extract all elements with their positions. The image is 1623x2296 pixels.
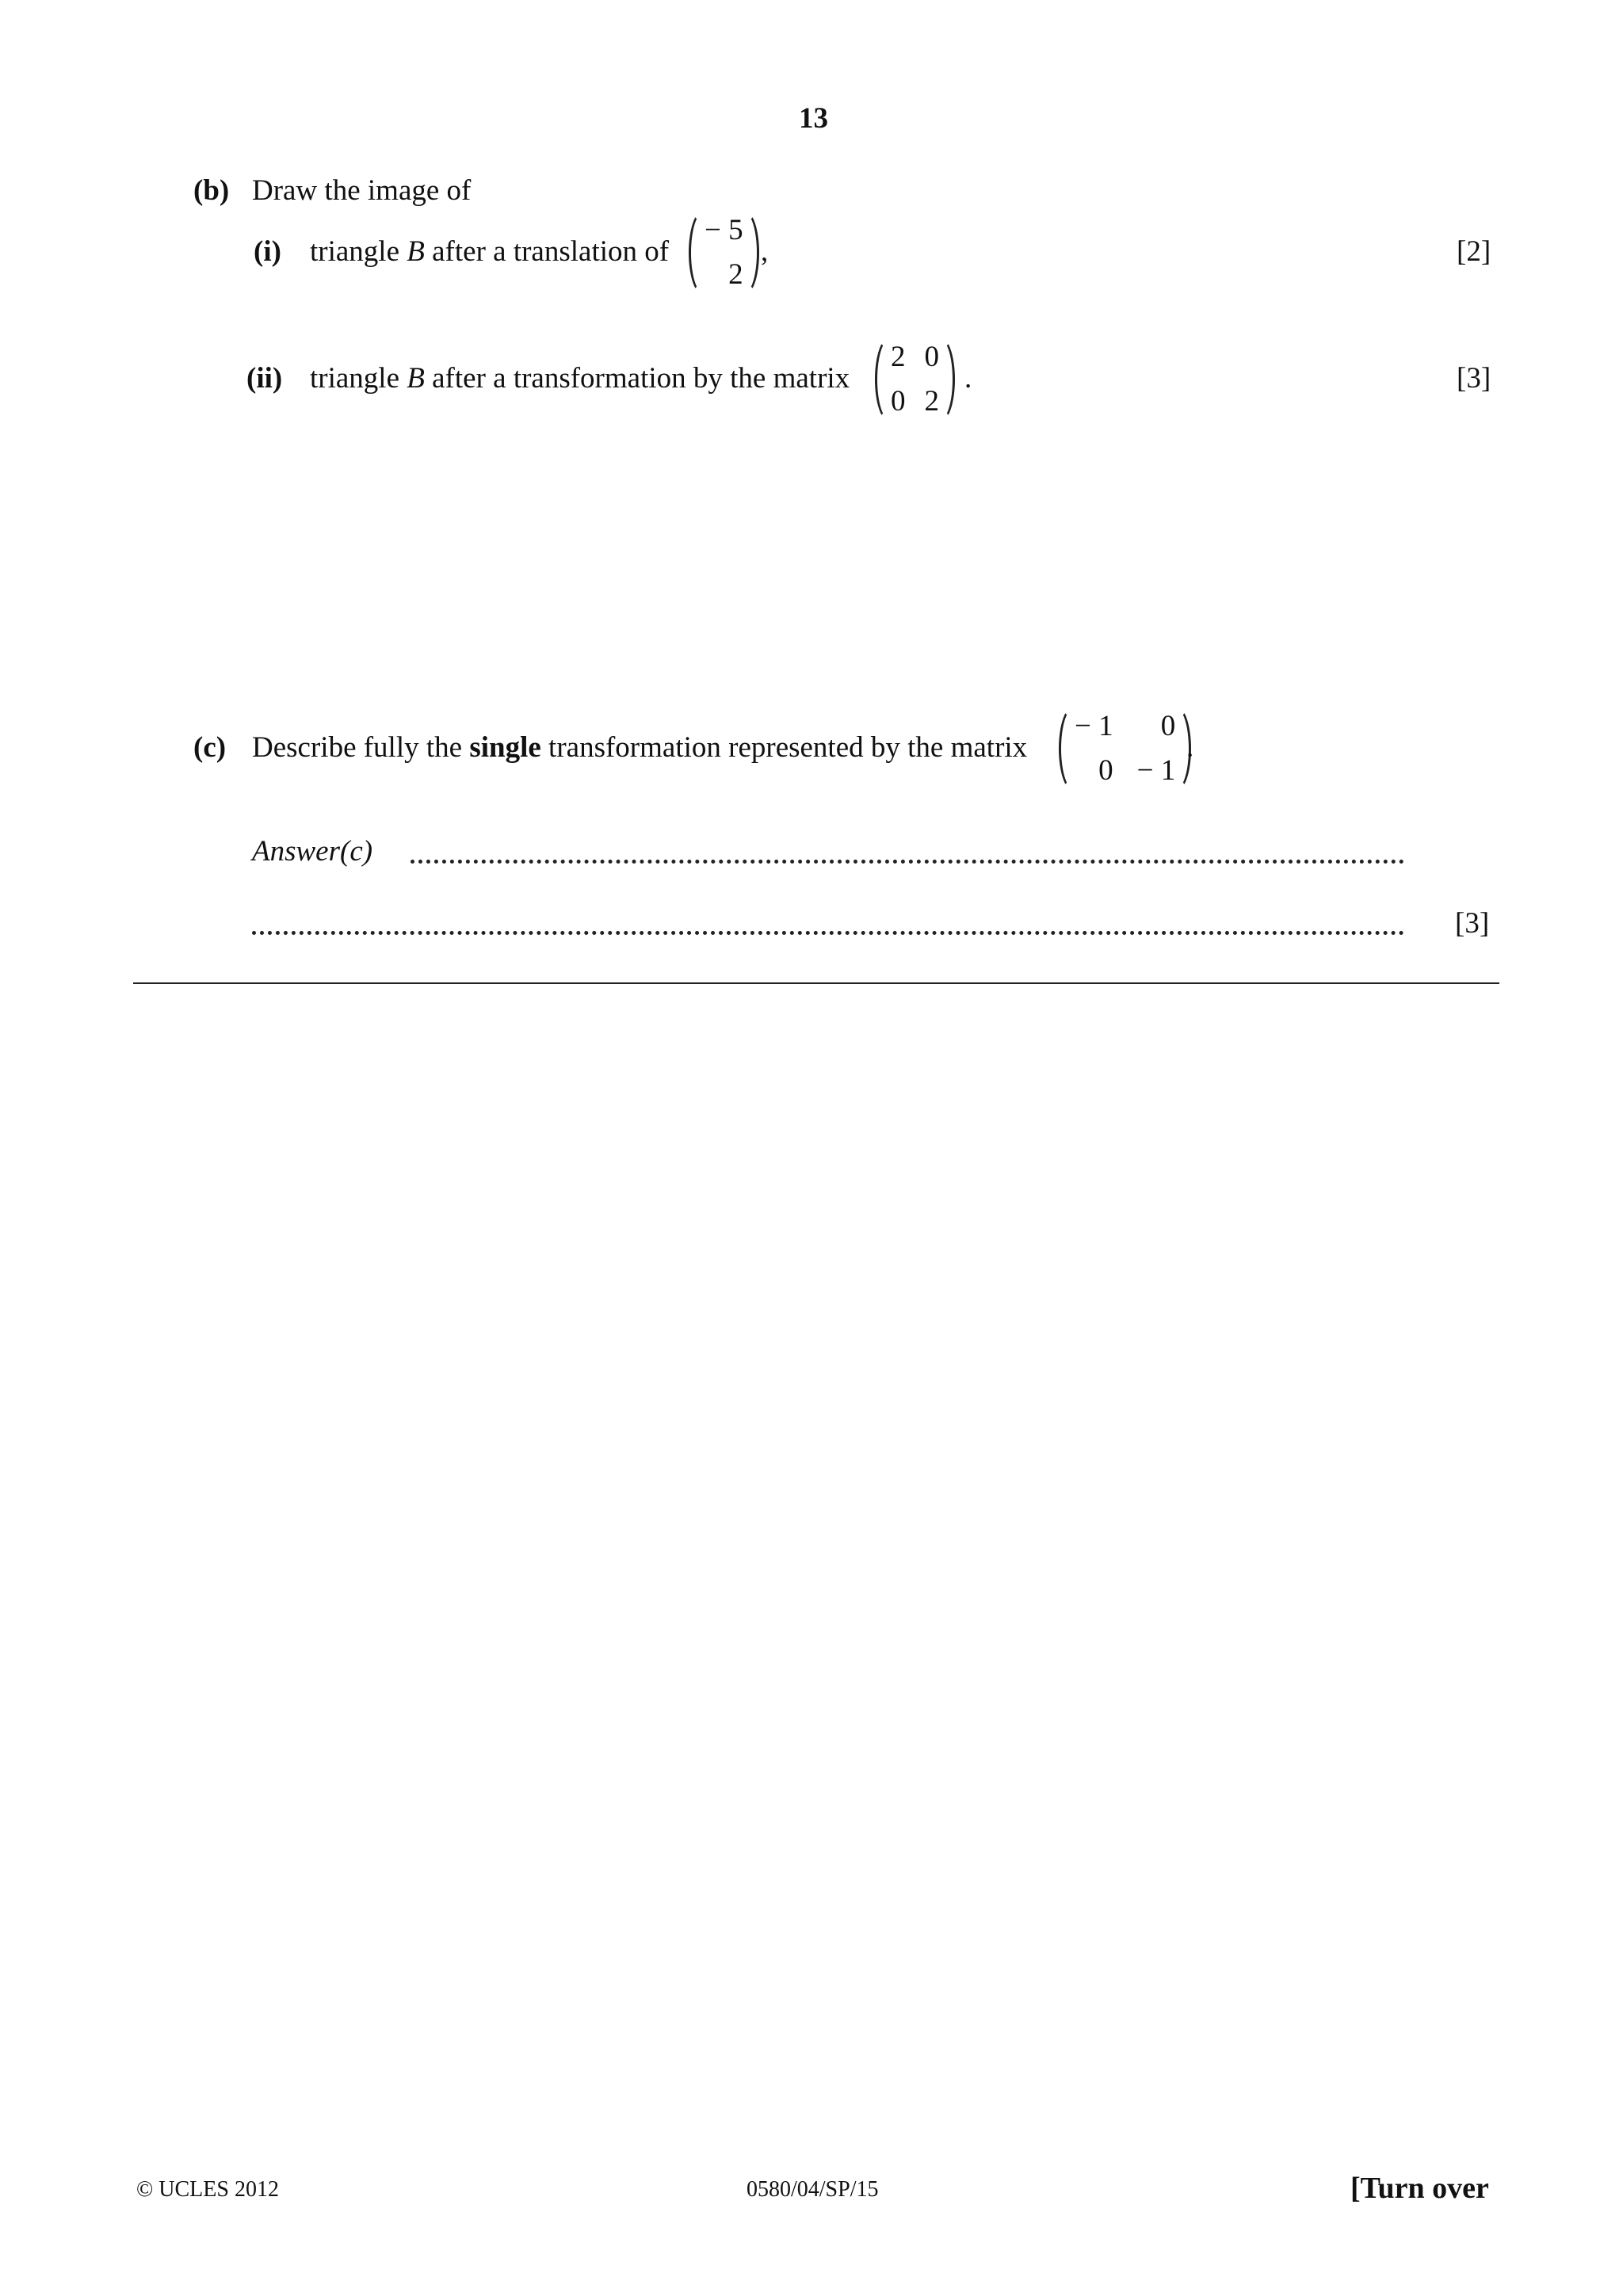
item-ii-text <box>310 364 850 393</box>
item-i-label: (i) <box>254 235 281 268</box>
question-separator <box>133 982 1499 984</box>
matrix-cell: 0 <box>891 385 906 418</box>
part-c-marks: [3] <box>1455 907 1490 940</box>
rotation-matrix <box>1059 707 1194 791</box>
footer-copyright: © UCLES 2012 <box>136 2177 279 2202</box>
turn-over: [Turn over <box>1350 2172 1489 2205</box>
matrix-cell: 0 <box>924 341 939 373</box>
footer-code: 0580/04/SP/15 <box>747 2177 879 2202</box>
part-c-trailing: . <box>1186 731 1194 764</box>
matrix-cell: 0 <box>1160 710 1176 742</box>
item-ii-label: (ii) <box>246 362 283 395</box>
matrix-cell: − 1 <box>1075 710 1113 742</box>
part-c-text-before: Describe fully the <box>252 731 470 764</box>
item-ii-trailing: . <box>964 362 972 395</box>
left-paren <box>1059 707 1073 791</box>
answer-label: Answer(c) <box>252 835 373 868</box>
enlargement-matrix <box>875 338 955 421</box>
page-number: 13 <box>799 102 828 135</box>
part-b-intro: Draw the image of <box>252 174 472 207</box>
answer-line-1[interactable] <box>411 860 1404 864</box>
matrix-cell: − 1 <box>1136 754 1176 787</box>
part-c-bold-word: single <box>469 731 541 764</box>
right-paren <box>745 211 759 295</box>
item-i-text-after: after a translation of <box>424 235 670 268</box>
item-i-marks: [2] <box>1457 235 1491 268</box>
item-i-text <box>310 237 669 266</box>
translation-vector <box>689 211 759 295</box>
part-c-label: (c) <box>193 731 227 764</box>
matrix-cell: 2 <box>891 341 906 373</box>
vector-y: 2 <box>728 258 743 291</box>
item-ii-text-before: triangle <box>310 362 407 395</box>
part-b-label: (b) <box>193 174 230 207</box>
item-i-text-before: triangle <box>310 235 407 268</box>
item-ii-text-after: after a transformation by the matrix <box>424 362 850 395</box>
matrix-cell: 2 <box>924 385 939 418</box>
part-c-question <box>252 733 1027 762</box>
variable-b: B <box>407 235 425 268</box>
item-i-trailing: , <box>761 235 769 268</box>
matrix-cell: 0 <box>1098 754 1113 787</box>
left-paren <box>689 211 703 295</box>
vector-x: − 5 <box>705 214 743 246</box>
answer-line-2[interactable] <box>252 931 1404 935</box>
item-ii-marks: [3] <box>1457 362 1491 395</box>
right-paren <box>941 338 955 421</box>
left-paren <box>875 338 889 421</box>
part-c-text-after: transformation represented by the matrix <box>540 731 1028 764</box>
variable-b: B <box>407 362 425 395</box>
